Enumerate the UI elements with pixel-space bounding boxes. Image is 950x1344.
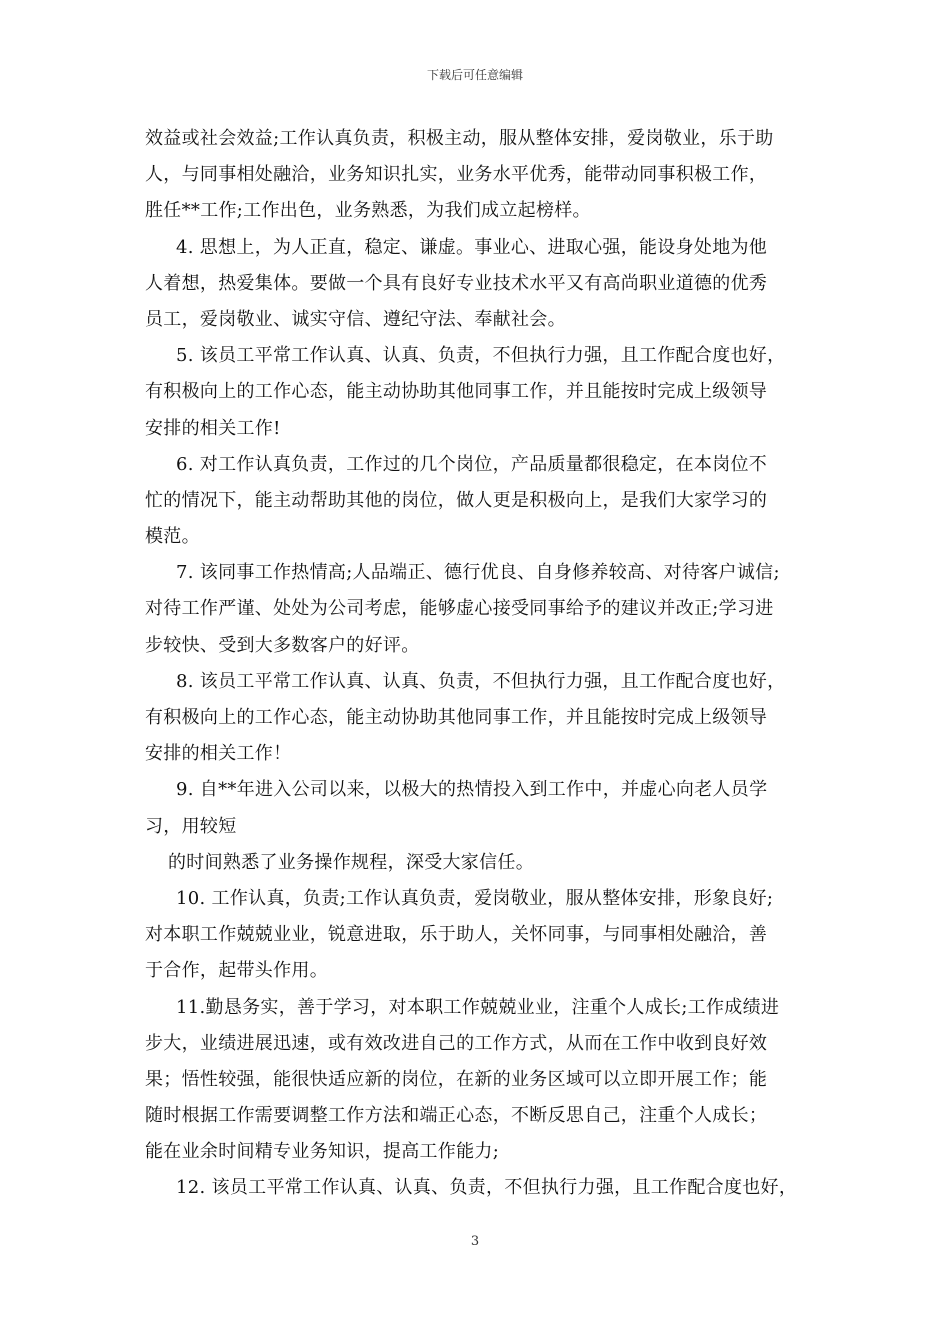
text-line: 于合作，起带头作用。: [145, 960, 328, 982]
text-line: 忙的情况下，能主动帮助其他的岗位，做人更是积极向上，是我们大家学习的: [145, 489, 768, 511]
paragraph-start-line: 10. 工作认真，负责;工作认真负责，爱岗敬业，服从整体安排，形象良好;: [176, 887, 774, 909]
text-line: 有积极向上的工作心态，能主动协助其他同事工作，并且能按时完成上级领导: [145, 707, 768, 728]
text-line: 人着想，热爱集体。要做一个具有良好专业技术水平又有高尚职业道德的优秀: [145, 272, 768, 294]
paragraph-start-line: 12. 该员工平常工作认真、认真、负责，不但执行力强，且工作配合度也好，: [176, 1177, 798, 1199]
text-line: 对待工作严谨、处处为公司考虑，能够虚心接受同事给予的建议并改正;学习进: [145, 598, 774, 620]
page-number: 3: [470, 1234, 480, 1249]
text-line: 有积极向上的工作心态，能主动协助其他同事工作，并且能按时完成上级领导: [145, 381, 768, 403]
text-line: 步大，业绩进展迅速，或有效改进自己的工作方式，从而在工作中收到良好效: [145, 1032, 768, 1054]
text-line: 安排的相关工作!: [145, 417, 281, 439]
paragraph-start-line: 8. 该员工平常工作认真、认真、负责，不但执行力强，且工作配合度也好，: [176, 670, 786, 692]
paragraph-start-line: 4. 思想上，为人正直，稳定、谦虚。事业心、进取心强，能设身处地为他: [176, 236, 768, 258]
text-line: 员工，爱岗敬业、诚实守信、遵纪守法、奉献社会。: [145, 308, 566, 330]
text-line: 模范。: [145, 526, 200, 548]
paragraph-start-line: 7. 该同事工作热情高;人品端正、德行优良、自身修养较高、对待客户诚信;: [176, 562, 780, 584]
text-line: 果；悟性较强，能很快适应新的岗位，在新的业务区域可以立即开展工作；能: [145, 1068, 768, 1090]
page-header: 下载后可任意编辑: [426, 68, 523, 82]
text-line: 能在业余时间精专业务知识，提高工作能力;: [145, 1141, 500, 1163]
text-line: 安排的相关工作！: [145, 743, 292, 765]
document-body: [145, 121, 815, 1207]
text-line: 习，用较短: [145, 815, 237, 837]
text-line: 人，与同事相处融洽，业务知识扎实，业务水平优秀，能带动同事积极工作，: [145, 164, 768, 186]
text-line: 效益或社会效益;工作认真负责，积极主动，服从整体安排，爱岗敬业，乐于助: [145, 128, 774, 149]
text-line: 胜任**工作;工作出色，业务熟悉，为我们成立起榜样。: [145, 200, 591, 222]
text-line: 的时间熟悉了业务操作规程，深受大家信任。: [168, 851, 534, 873]
text-line: 步较快、受到大多数客户的好评。: [145, 634, 420, 656]
paragraph-start-line: 11.勤恳务实，善于学习，对本职工作兢兢业业，注重个人成长;工作成绩进: [176, 996, 780, 1018]
paragraph-start-line: 6. 对工作认真负责，工作过的几个岗位，产品质量都很稳定，在本岗位不: [176, 453, 768, 475]
text-line: 随时根据工作需要调整工作方法和端正心态，不断反思自己，注重个人成长；: [145, 1105, 768, 1127]
paragraph-start-line: 5. 该员工平常工作认真、认真、负责，不但执行力强，且工作配合度也好，: [176, 345, 786, 367]
text-line: 对本职工作兢兢业业，锐意进取，乐于助人，关怀同事，与同事相处融洽，善: [145, 924, 768, 946]
paragraph-start-line: 9. 自**年进入公司以来，以极大的热情投入到工作中，并虚心向老人员学: [176, 779, 768, 801]
